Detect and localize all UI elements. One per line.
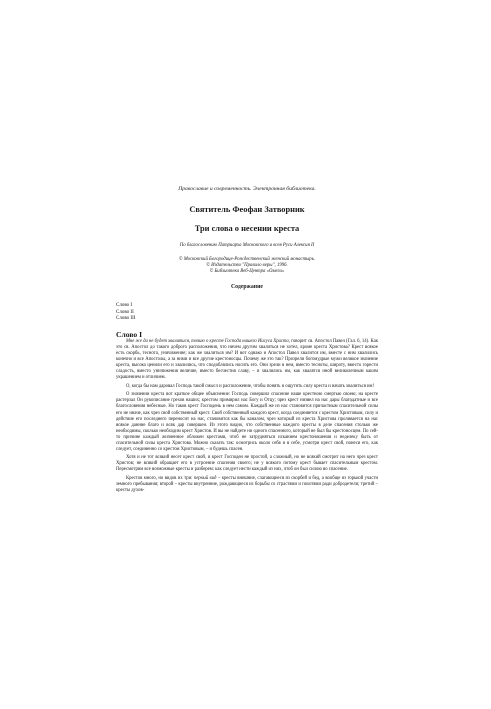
paragraph-text: Крестов много, но видов их три: bbox=[126, 475, 194, 481]
author-name: Святитель Феофан Затворник bbox=[189, 205, 305, 214]
paragraph-text: О, когда бы нам даровал Господь такой смысл и расположение, чтобы понять и ощутить силу креста и начать хвалиться им! bbox=[126, 383, 375, 389]
copyright-line: © Московский Богородице-Рождественский женский монастырь. bbox=[178, 257, 316, 262]
body-paragraph bbox=[116, 384, 378, 390]
blessing-line: По благословению Патриарха Московского и всея Руси Алексия II bbox=[179, 243, 315, 248]
copyright-line: © Библиотека Веб-Центра «Омега» bbox=[209, 268, 285, 274]
toc-item-slovo-1[interactable]: Слово I bbox=[116, 303, 133, 309]
table-of-contents bbox=[116, 303, 378, 322]
paragraph-text: говорит св. Апостол Павел (Гал. 6, 14). Как это св. Апостол до такого доброго расположения, что ничем другим хвалиться не хотел, кроме креста Христова? Крест всякое есть скорбь, теснота, уничижение; как же хвалиться им? И вот однако и Апостол Павел хвалится им, вместе с ним хвалились конечно и все Апостолы, а за ними и все другие крестоносцы. Почему же это так? Прозрели богомудрые мужи великое значение креста, высоко ценили его и хвалились, что сподоблялись носить его. Они зрели в нем, вместо тесноты, широту, вместо горести сладость, вместо уничижения величие, вместо бесчестия славу, – и хвалились им, как хвалятся иной великолепным каким украшением и отличием. bbox=[116, 339, 378, 381]
paragraph-text: О значении креста вот краткое общее объяснение: Господь совершил спасение наше крестною смертью своею; на кресте растерзал Он рукописание грехов наших; крестом примирил нас Богу и Отцу; чрез крест низвел на нас дары благодатные и все благословения небесные. Но таков крест Господень в нем самом. Каждый же из нас становится причастным спасительной силы его не иначе, как чрез свой собственный крест. Свой собственный каждого крест, когда соединяется с крестом Христовым, силу и действие его последнего переносит на нас, становится как бы каналом, чрез который из креста Христова проливается на нас всякое данние благо и всяк дар совершен. Из этого видно, что собственные каждого кресты в деле спасения столько же необходимы, сколько необходим крест Христов. И вы не найдете ни одного спасенного, который не был бы крестоносцем. По сей-то причине каждый жизненное обложен крестами, чтоб не затрудняться исканием крестоношения и неделеку быть от спасительной силы креста Христова. Можно сказать так: осмотрись около себя и в себе, усмотри крест свой, понеси его, как следует, соединенно со крестом Христовым, – и будешь спасен. bbox=[116, 392, 378, 452]
copyright-block bbox=[116, 257, 378, 274]
body-paragraph bbox=[116, 339, 378, 381]
body-paragraph bbox=[116, 455, 378, 473]
epigraph-quote: Мне же да не будет хвалитися, точию о кресте Господа нашего Иисуса Христа, bbox=[126, 339, 290, 344]
body-paragraph bbox=[116, 476, 378, 494]
toc-item-slovo-3[interactable]: Слово III bbox=[116, 315, 136, 321]
toc-item-slovo-2[interactable]: Слово II bbox=[116, 309, 134, 315]
body-paragraph bbox=[116, 392, 378, 452]
toc-heading: Содержание bbox=[230, 284, 263, 291]
paragraph-text: Хотя и не тот всякий несет крест свой, и крест Господен не простой, а сложный, но не всякий смотрит на него чрез крест Христов; не всякий обращает его в устроение спасения своего; не у всякого потому крест бывает спасительным крестом. Пересмотрим все возможные кресты и разберем: как следует нести каждый из них, чтоб он был силою во спасение. bbox=[116, 455, 378, 473]
copyright-line: © Издательство "Правило веры", 1996. bbox=[206, 262, 288, 268]
section-heading: Слово I bbox=[116, 330, 143, 339]
library-series-line: Православие и современность. Электронная библиотека. bbox=[178, 186, 316, 192]
document-title: Три слова о несении креста bbox=[194, 224, 300, 233]
emphasis-text: первый вид bbox=[193, 475, 217, 481]
page-content bbox=[116, 186, 378, 494]
paragraph-text: – кресты внешние, слагающиеся из скорбей и бед, а вообще из горькой участи земного пребывания; второй – кресты внутренние, рождающиеся из борьбы со страстями и похотями ради добродетели; третий – кресты духов- bbox=[116, 475, 378, 494]
